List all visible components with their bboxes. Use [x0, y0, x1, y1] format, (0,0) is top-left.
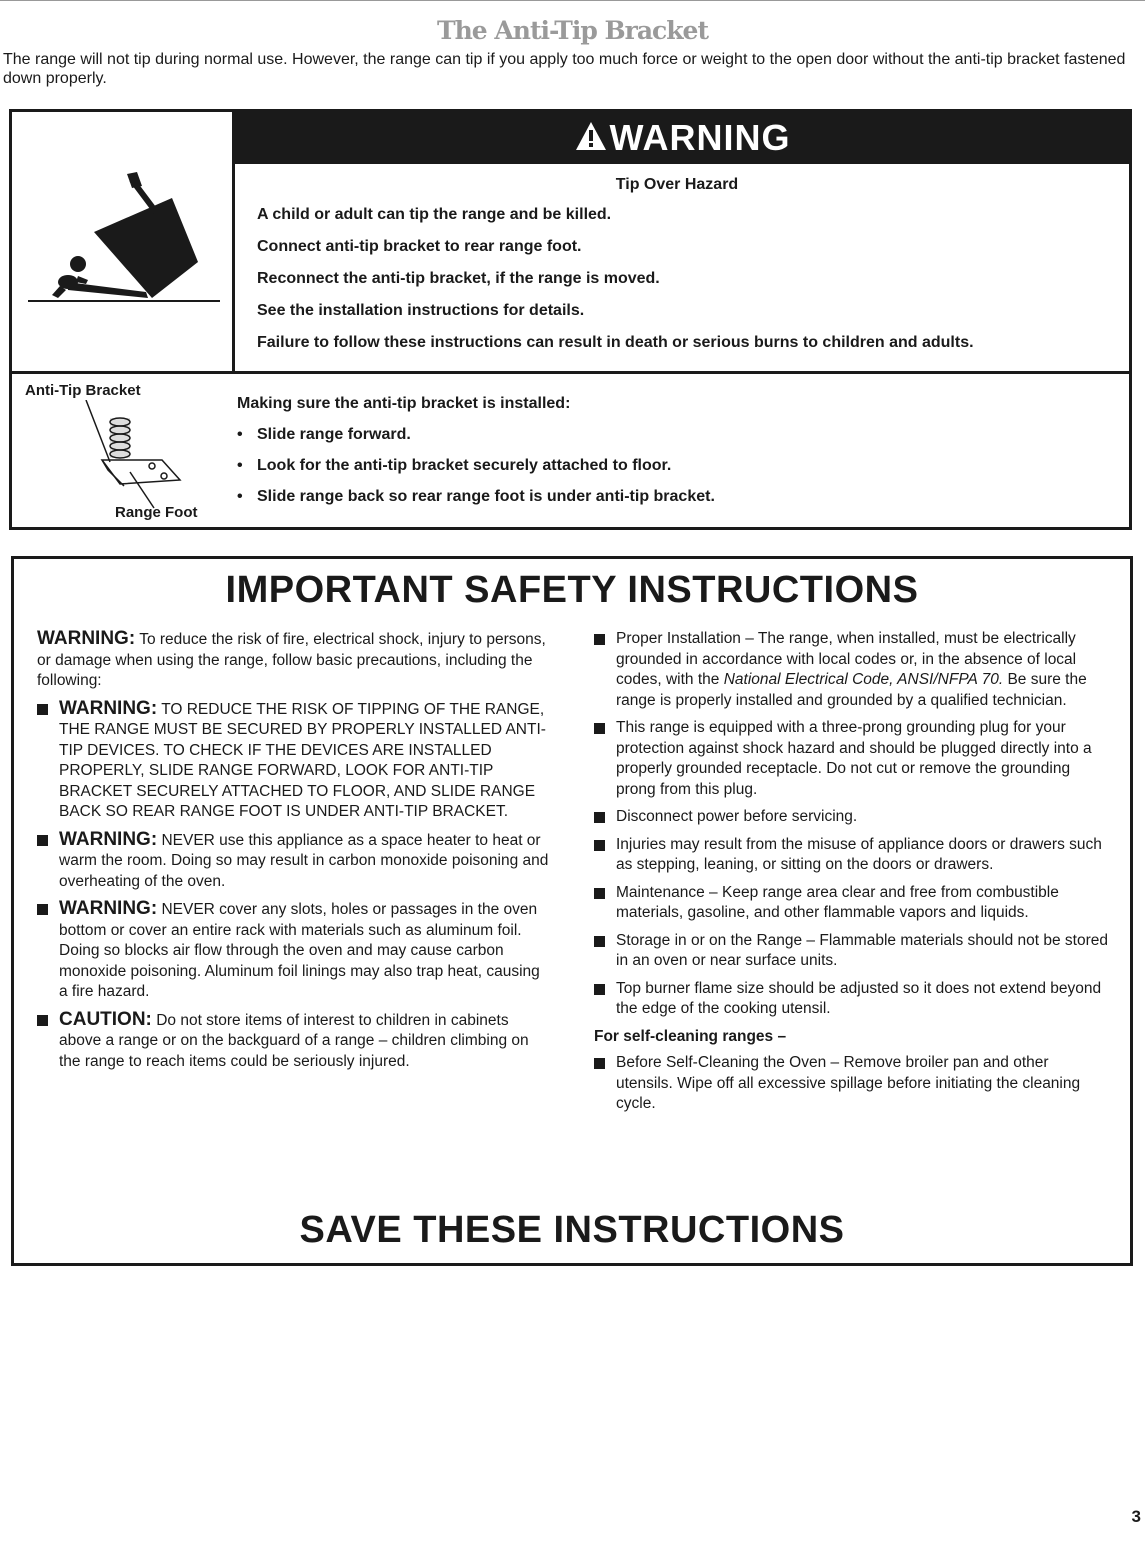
- warning-line: A child or adult can tip the range and be killed.: [257, 206, 612, 223]
- tipping-range-icon: [12, 112, 232, 368]
- top-rule: [0, 0, 1145, 1]
- square-bullet-icon: [594, 634, 605, 645]
- safety-item: WARNING: TO REDUCE THE RISK OF TIPPING OF THE RANGE, THE RANGE MUST BE SECURED BY PROPERLY INSTALLED ANTI-TIP DEVICES. TO CHECK IF THE DEVICES ARE INSTALLED PROPERLY, SLIDE RANGE FORWARD, LOOK FOR ANTI-TIP BRACKET SECURELY ATTACHED TO FLOOR, AND SLIDE RANGE BACK SO REAR RANGE FOOT IS UNDER ANTI-TIP BRACKET.: [37, 699, 552, 823]
- safety-item: Maintenance – Keep range area clear and free from combustible materials, gasoline, and other flammable vapors and liquids.: [594, 883, 1109, 924]
- warning-divider: [12, 371, 1129, 374]
- square-bullet-icon: [594, 840, 605, 851]
- bracket-instructions: [237, 394, 1097, 518]
- bracket-diagram-icon: [72, 400, 212, 510]
- safety-left-column: [37, 629, 552, 1079]
- tip-over-illustration: [12, 112, 235, 371]
- bracket-step: • Slide range back so rear range foot is under anti-tip bracket.: [237, 488, 715, 505]
- safety-item: Disconnect power before servicing.: [594, 807, 1109, 828]
- safety-item: CAUTION: Do not store items of interest to children in cabinets above a range or on the backguard of a range – children climbing on the range to reach items could be seriously injured.: [37, 1010, 552, 1073]
- safety-item: Injuries may result from the misuse of appliance doors or drawers such as stepping, leaning, or sitting on the doors or drawers.: [594, 835, 1109, 876]
- warning-line: See the installation instructions for details.: [257, 302, 585, 319]
- safety-item: WARNING: NEVER cover any slots, holes or passages in the oven bottom or cover an entire rack with materials such as aluminum foil. Doing so blocks air flow through the oven and may cause carbon monoxide poisoning. Aluminum foil linings may also trap heat, causing a fire hazard.: [37, 899, 552, 1003]
- bracket-step: • Look for the anti-tip bracket securely attached to floor.: [237, 457, 672, 474]
- save-instructions-title: SAVE THESE INSTRUCTIONS: [299, 1209, 845, 1251]
- range-foot-label: Range Foot: [115, 504, 198, 521]
- square-bullet-icon: [37, 835, 48, 846]
- square-bullet-icon: [37, 904, 48, 915]
- page-title: The Anti-Tip Bracket: [436, 16, 709, 45]
- warning-text: [257, 176, 1117, 365]
- square-bullet-icon: [594, 812, 605, 823]
- square-bullet-icon: [37, 1015, 48, 1026]
- safety-item: Storage in or on the Range – Flammable materials should not be stored in an oven or near surface units.: [594, 931, 1109, 972]
- safety-item: This range is equipped with a three-prong grounding plug for your protection against shock hazard and should be plugged directly into a properly grounded receptacle. Do not cut or remove the grounding prong from this plug.: [594, 718, 1109, 800]
- warning-line: Connect anti-tip bracket to rear range foot.: [257, 238, 582, 255]
- square-bullet-icon: [594, 936, 605, 947]
- warning-label: WARNING: [609, 117, 791, 158]
- square-bullet-icon: [594, 984, 605, 995]
- hazard-title: Tip Over Hazard: [615, 176, 739, 193]
- self-clean-heading: For self-cleaning ranges –: [594, 1027, 787, 1045]
- square-bullet-icon: [594, 1058, 605, 1069]
- bracket-step: • Slide range forward.: [237, 426, 411, 443]
- warning-box: [9, 109, 1132, 530]
- warning-banner: [235, 112, 1129, 164]
- bracket-steps: [237, 425, 1097, 506]
- safety-item: Before Self-Cleaning the Oven – Remove broiler pan and other utensils. Wipe off all excessive spillage before initiating the cleaning cycle.: [594, 1053, 1109, 1115]
- warning-line: Failure to follow these instructions can result in death or serious burns to children and adults.: [257, 334, 974, 351]
- safety-right-column: [594, 629, 1109, 1122]
- bracket-heading: Making sure the anti-tip bracket is installed:: [237, 395, 571, 412]
- safety-item: Top burner flame size should be adjusted so it does not extend beyond the edge of the cooking utensil.: [594, 979, 1109, 1020]
- safety-instructions-box: [11, 556, 1133, 1266]
- square-bullet-icon: [594, 888, 605, 899]
- anti-tip-bracket-label: Anti-Tip Bracket: [25, 382, 141, 399]
- page-number: 3: [1131, 1507, 1141, 1526]
- safety-intro: WARNING: To reduce the risk of fire, electrical shock, injury to persons, or damage when using the range, follow basic precautions, including the following:: [37, 628, 546, 689]
- safety-title: IMPORTANT SAFETY INSTRUCTIONS: [225, 569, 919, 611]
- intro-paragraph: The range will not tip during normal use. However, the range can tip if you apply too much force or weight to the open door without the anti-tip bracket fastened down properly.: [3, 51, 1126, 87]
- warning-line: Reconnect the anti-tip bracket, if the range is moved.: [257, 270, 660, 287]
- square-bullet-icon: [594, 723, 605, 734]
- warning-triangle-icon: [574, 114, 608, 166]
- square-bullet-icon: [37, 704, 48, 715]
- safety-item: Proper Installation – The range, when installed, must be electrically grounded in accordance with local codes or, in the absence of local codes, with the National Electrical Code, ANSI/NFPA 70. Be sure the range is properly installed and grounded by a qualified technician.: [594, 629, 1109, 711]
- safety-item: WARNING: NEVER use this appliance as a space heater to heat or warm the room. Doing so may result in carbon monoxide poisoning and overheating of the oven.: [37, 830, 552, 893]
